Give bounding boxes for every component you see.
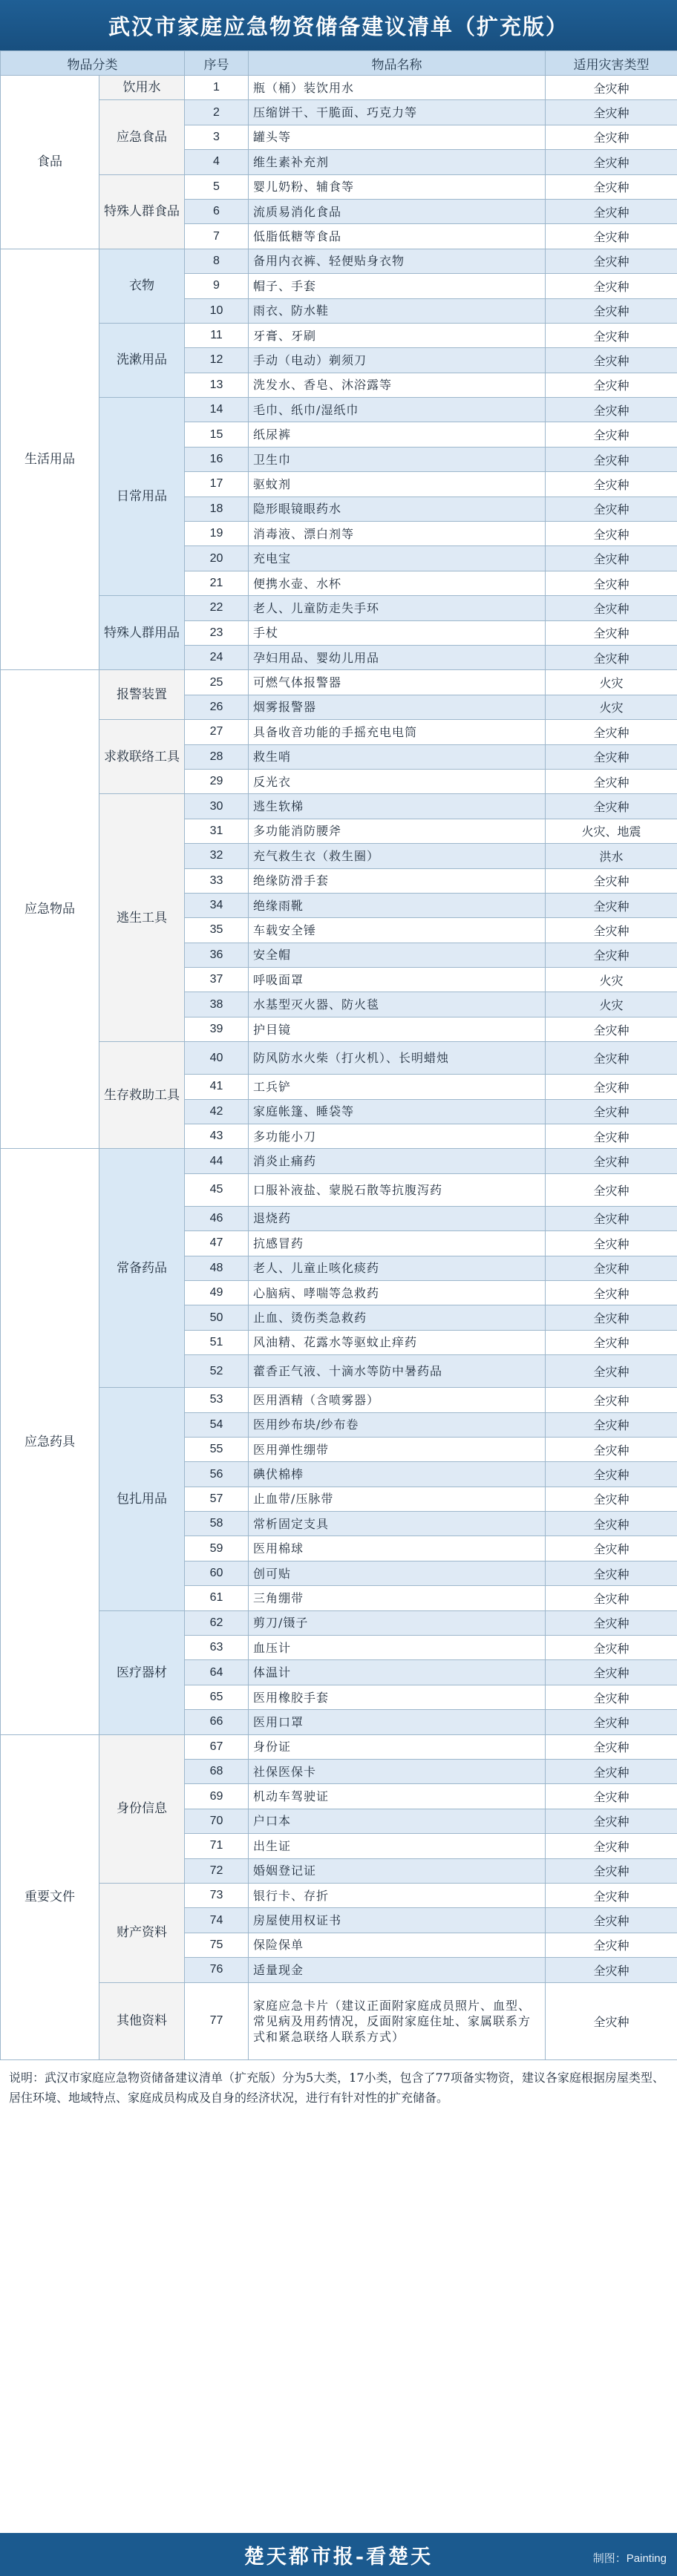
item-name: 车载安全锤 xyxy=(249,918,546,943)
disaster-type: 全灾种 xyxy=(546,1933,677,1957)
table-row xyxy=(1,174,677,199)
minor-category-cell: 常备药品 xyxy=(99,1149,185,1388)
item-number: 71 xyxy=(185,1834,249,1858)
item-name: 家庭应急卡片（建议正面附家庭成员照片、血型、常见病及用药情况，反面附家庭住址、家属联系方式和紧急联络人联系方式） xyxy=(249,1982,546,2059)
item-name: 反光衣 xyxy=(249,769,546,793)
disaster-type: 火灾、地震 xyxy=(546,819,677,843)
item-number: 45 xyxy=(185,1173,249,1206)
disaster-type: 全灾种 xyxy=(546,546,677,571)
item-name: 心脑病、哮喘等急救药 xyxy=(249,1280,546,1305)
disaster-type: 全灾种 xyxy=(546,1173,677,1206)
footer-brand: 楚天都市报-看楚天 xyxy=(243,2545,434,2569)
disaster-type: 全灾种 xyxy=(546,794,677,819)
item-name: 剪刀/镊子 xyxy=(249,1610,546,1635)
item-name: 医用棉球 xyxy=(249,1536,546,1561)
disaster-type: 火灾 xyxy=(546,992,677,1017)
major-category-cell: 应急药具 xyxy=(1,1149,99,1734)
item-name: 充电宝 xyxy=(249,546,546,571)
item-name: 防风防水火柴（打火机）、长明蜡烛 xyxy=(249,1042,546,1075)
item-name: 具备收音功能的手摇充电电筒 xyxy=(249,720,546,744)
minor-category-cell: 医疗器材 xyxy=(99,1610,185,1734)
minor-category-cell: 求救联络工具 xyxy=(99,720,185,794)
item-number: 2 xyxy=(185,100,249,125)
disaster-type: 全灾种 xyxy=(546,76,677,100)
item-number: 10 xyxy=(185,298,249,323)
item-name: 三角绷带 xyxy=(249,1586,546,1610)
item-name: 医用酒精（含喷雾器） xyxy=(249,1388,546,1412)
disaster-type: 全灾种 xyxy=(546,1636,677,1660)
footer-bar xyxy=(0,2533,677,2576)
table-row xyxy=(1,1883,677,1907)
table-row xyxy=(1,1042,677,1075)
item-number: 28 xyxy=(185,744,249,769)
item-number: 35 xyxy=(185,918,249,943)
item-name: 出生证 xyxy=(249,1834,546,1858)
item-number: 75 xyxy=(185,1933,249,1957)
item-number: 1 xyxy=(185,76,249,100)
page-title: 武汉市家庭应急物资储备建议清单（扩充版） xyxy=(108,13,569,39)
item-number: 49 xyxy=(185,1280,249,1305)
item-name: 多功能小刀 xyxy=(249,1124,546,1149)
disaster-type: 全灾种 xyxy=(546,596,677,620)
disaster-type: 全灾种 xyxy=(546,100,677,125)
disaster-type: 全灾种 xyxy=(546,447,677,471)
item-name: 压缩饼干、干脆面、巧克力等 xyxy=(249,100,546,125)
item-name: 雨衣、防水鞋 xyxy=(249,298,546,323)
item-name: 卫生巾 xyxy=(249,447,546,471)
item-number: 76 xyxy=(185,1958,249,1982)
item-name: 呼吸面罩 xyxy=(249,968,546,992)
item-number: 40 xyxy=(185,1042,249,1075)
item-name: 家庭帐篷、睡袋等 xyxy=(249,1099,546,1124)
disaster-type: 全灾种 xyxy=(546,274,677,298)
item-name: 牙膏、牙刷 xyxy=(249,323,546,347)
item-number: 50 xyxy=(185,1305,249,1330)
item-number: 30 xyxy=(185,794,249,819)
item-name: 老人、儿童防走失手环 xyxy=(249,596,546,620)
item-number: 24 xyxy=(185,645,249,669)
item-name: 充气救生衣（救生圈） xyxy=(249,844,546,868)
item-name: 户口本 xyxy=(249,1809,546,1833)
disaster-type: 全灾种 xyxy=(546,1280,677,1305)
item-number: 60 xyxy=(185,1561,249,1585)
disaster-type: 全灾种 xyxy=(546,1149,677,1173)
disaster-type: 全灾种 xyxy=(546,472,677,496)
item-name: 洗发水、香皂、沐浴露等 xyxy=(249,373,546,397)
item-number: 56 xyxy=(185,1462,249,1487)
table-row xyxy=(1,398,677,422)
minor-category-cell: 财产资料 xyxy=(99,1883,185,1982)
item-number: 48 xyxy=(185,1256,249,1280)
item-number: 73 xyxy=(185,1883,249,1907)
item-number: 21 xyxy=(185,571,249,595)
disaster-type: 全灾种 xyxy=(546,645,677,669)
item-name: 安全帽 xyxy=(249,943,546,967)
item-number: 66 xyxy=(185,1710,249,1734)
item-number: 61 xyxy=(185,1586,249,1610)
item-number: 6 xyxy=(185,199,249,223)
item-number: 63 xyxy=(185,1636,249,1660)
item-number: 33 xyxy=(185,868,249,893)
item-number: 59 xyxy=(185,1536,249,1561)
item-name: 医用纱布块/纱布卷 xyxy=(249,1412,546,1437)
table-row xyxy=(1,1149,677,1173)
disaster-type: 全灾种 xyxy=(546,224,677,249)
disaster-type: 全灾种 xyxy=(546,1958,677,1982)
item-name: 社保医保卡 xyxy=(249,1760,546,1784)
item-number: 15 xyxy=(185,422,249,447)
item-name: 烟雾报警器 xyxy=(249,695,546,719)
table-row xyxy=(1,249,677,273)
item-number: 7 xyxy=(185,224,249,249)
item-name: 救生哨 xyxy=(249,744,546,769)
disaster-type: 全灾种 xyxy=(546,323,677,347)
item-name: 消炎止痛药 xyxy=(249,1149,546,1173)
item-number: 31 xyxy=(185,819,249,843)
item-name: 瓶（桶）装饮用水 xyxy=(249,76,546,100)
item-number: 29 xyxy=(185,769,249,793)
minor-category-cell: 衣物 xyxy=(99,249,185,323)
item-number: 11 xyxy=(185,323,249,347)
item-name: 血压计 xyxy=(249,1636,546,1660)
major-category-cell: 应急物品 xyxy=(1,670,99,1149)
item-number: 26 xyxy=(185,695,249,719)
table-row xyxy=(1,720,677,744)
item-name: 流质易消化食品 xyxy=(249,199,546,223)
item-number: 5 xyxy=(185,174,249,199)
disaster-type: 全灾种 xyxy=(546,1462,677,1487)
item-number: 72 xyxy=(185,1858,249,1883)
item-number: 64 xyxy=(185,1660,249,1685)
item-name: 备用内衣裤、轻便贴身衣物 xyxy=(249,249,546,273)
item-name: 低脂低糖等食品 xyxy=(249,224,546,249)
minor-category-cell: 日常用品 xyxy=(99,398,185,596)
disaster-type: 全灾种 xyxy=(546,1017,677,1041)
item-number: 44 xyxy=(185,1149,249,1173)
disaster-type: 火灾 xyxy=(546,695,677,719)
item-number: 16 xyxy=(185,447,249,471)
item-name: 绝缘防滑手套 xyxy=(249,868,546,893)
item-name: 身份证 xyxy=(249,1734,546,1759)
item-number: 70 xyxy=(185,1809,249,1833)
item-name: 口服补液盐、蒙脱石散等抗腹泻药 xyxy=(249,1173,546,1206)
disaster-type: 全灾种 xyxy=(546,1660,677,1685)
disaster-type: 全灾种 xyxy=(546,1536,677,1561)
supply-table xyxy=(0,50,677,2060)
item-number: 58 xyxy=(185,1512,249,1536)
item-name: 驱蚊剂 xyxy=(249,472,546,496)
item-name: 孕妇用品、婴幼儿用品 xyxy=(249,645,546,669)
item-number: 39 xyxy=(185,1017,249,1041)
disaster-type: 全灾种 xyxy=(546,298,677,323)
item-number: 46 xyxy=(185,1206,249,1230)
disaster-type: 全灾种 xyxy=(546,1610,677,1635)
item-name: 工兵铲 xyxy=(249,1075,546,1099)
item-number: 20 xyxy=(185,546,249,571)
disaster-type: 全灾种 xyxy=(546,720,677,744)
explanation-note: 说明：武汉市家庭应急物资储备建议清单（扩充版）分为5大类，17小类，包含了77项备实物资，建议各家庭根据房屋类型、居住环境、地域特点、家庭成员构成及自身的经济状况，进行有针对性的扩充储备。 xyxy=(9,2070,664,2105)
item-name: 医用口罩 xyxy=(249,1710,546,1734)
major-category-cell: 生活用品 xyxy=(1,249,99,670)
item-number: 3 xyxy=(185,125,249,149)
disaster-type: 全灾种 xyxy=(546,348,677,373)
item-name: 医用弹性绷带 xyxy=(249,1437,546,1461)
item-name: 风油精、花露水等驱蚊止痒药 xyxy=(249,1330,546,1354)
item-number: 67 xyxy=(185,1734,249,1759)
item-number: 37 xyxy=(185,968,249,992)
item-number: 77 xyxy=(185,1982,249,2059)
disaster-type: 全灾种 xyxy=(546,1809,677,1833)
disaster-type: 全灾种 xyxy=(546,249,677,273)
item-name: 婴儿奶粉、辅食等 xyxy=(249,174,546,199)
disaster-type: 全灾种 xyxy=(546,174,677,199)
disaster-type: 全灾种 xyxy=(546,1412,677,1437)
item-name: 婚姻登记证 xyxy=(249,1858,546,1883)
item-number: 62 xyxy=(185,1610,249,1635)
disaster-type: 全灾种 xyxy=(546,522,677,546)
table-row xyxy=(1,76,677,100)
item-number: 57 xyxy=(185,1487,249,1511)
disaster-type: 全灾种 xyxy=(546,1206,677,1230)
header-disaster-type: 适用灾害类型 xyxy=(546,51,677,76)
minor-category-cell: 应急食品 xyxy=(99,100,185,174)
disaster-type: 全灾种 xyxy=(546,1685,677,1709)
disaster-type: 全灾种 xyxy=(546,398,677,422)
minor-category-cell: 身份信息 xyxy=(99,1734,185,1883)
disaster-type: 全灾种 xyxy=(546,918,677,943)
item-number: 32 xyxy=(185,844,249,868)
disaster-type: 全灾种 xyxy=(546,1908,677,1933)
disaster-type: 全灾种 xyxy=(546,125,677,149)
item-name: 帽子、手套 xyxy=(249,274,546,298)
item-name: 维生素补充剂 xyxy=(249,150,546,174)
disaster-type: 全灾种 xyxy=(546,1231,677,1256)
disaster-type: 全灾种 xyxy=(546,1042,677,1075)
item-number: 53 xyxy=(185,1388,249,1412)
item-name: 隐形眼镜眼药水 xyxy=(249,496,546,521)
item-number: 23 xyxy=(185,620,249,645)
item-number: 27 xyxy=(185,720,249,744)
table-header-row xyxy=(1,51,677,76)
item-name: 医用橡胶手套 xyxy=(249,1685,546,1709)
disaster-type: 全灾种 xyxy=(546,1784,677,1809)
disaster-type: 全灾种 xyxy=(546,1075,677,1099)
disaster-type: 全灾种 xyxy=(546,1512,677,1536)
disaster-type: 全灾种 xyxy=(546,496,677,521)
disaster-type: 全灾种 xyxy=(546,1099,677,1124)
item-name: 罐头等 xyxy=(249,125,546,149)
table-row xyxy=(1,100,677,125)
item-number: 25 xyxy=(185,670,249,695)
item-number: 68 xyxy=(185,1760,249,1784)
disaster-type: 全灾种 xyxy=(546,1124,677,1149)
minor-category-cell: 逃生工具 xyxy=(99,794,185,1042)
item-name: 逃生软梯 xyxy=(249,794,546,819)
item-name: 纸尿裤 xyxy=(249,422,546,447)
item-number: 12 xyxy=(185,348,249,373)
item-number: 36 xyxy=(185,943,249,967)
disaster-type: 全灾种 xyxy=(546,422,677,447)
disaster-type: 全灾种 xyxy=(546,1982,677,2059)
disaster-type: 全灾种 xyxy=(546,1330,677,1354)
disaster-type: 全灾种 xyxy=(546,199,677,223)
item-number: 8 xyxy=(185,249,249,273)
item-name: 适量现金 xyxy=(249,1958,546,1982)
item-name: 保险保单 xyxy=(249,1933,546,1957)
item-number: 65 xyxy=(185,1685,249,1709)
header-item: 物品名称 xyxy=(249,51,546,76)
disaster-type: 火灾 xyxy=(546,968,677,992)
header-category: 物品分类 xyxy=(1,51,185,76)
item-name: 毛巾、纸巾/湿纸巾 xyxy=(249,398,546,422)
disaster-type: 全灾种 xyxy=(546,1388,677,1412)
item-name: 银行卡、存折 xyxy=(249,1883,546,1907)
item-name: 体温计 xyxy=(249,1660,546,1685)
table-body xyxy=(1,76,677,2060)
item-name: 水基型灭火器、防火毯 xyxy=(249,992,546,1017)
disaster-type: 全灾种 xyxy=(546,769,677,793)
minor-category-cell: 特殊人群用品 xyxy=(99,596,185,670)
disaster-type: 全灾种 xyxy=(546,868,677,893)
item-name: 退烧药 xyxy=(249,1206,546,1230)
disaster-type: 全灾种 xyxy=(546,1858,677,1883)
item-number: 14 xyxy=(185,398,249,422)
table-row xyxy=(1,1982,677,2059)
item-name: 常析固定支具 xyxy=(249,1512,546,1536)
title-bar xyxy=(0,0,677,50)
disaster-type: 全灾种 xyxy=(546,620,677,645)
item-number: 41 xyxy=(185,1075,249,1099)
disaster-type: 全灾种 xyxy=(546,744,677,769)
table-row xyxy=(1,670,677,695)
minor-category-cell: 其他资料 xyxy=(99,1982,185,2059)
item-number: 43 xyxy=(185,1124,249,1149)
disaster-type: 火灾 xyxy=(546,670,677,695)
footer-credit: 制图：Painting xyxy=(592,2552,667,2565)
item-number: 52 xyxy=(185,1355,249,1388)
disaster-type: 全灾种 xyxy=(546,1305,677,1330)
disaster-type: 全灾种 xyxy=(546,1760,677,1784)
disaster-type: 全灾种 xyxy=(546,1883,677,1907)
item-name: 老人、儿童止咳化痰药 xyxy=(249,1256,546,1280)
major-category-cell: 食品 xyxy=(1,76,99,249)
item-number: 42 xyxy=(185,1099,249,1124)
item-name: 抗感冒药 xyxy=(249,1231,546,1256)
item-name: 碘伏棉棒 xyxy=(249,1462,546,1487)
disaster-type: 全灾种 xyxy=(546,373,677,397)
disaster-type: 全灾种 xyxy=(546,150,677,174)
disaster-type: 全灾种 xyxy=(546,571,677,595)
item-number: 17 xyxy=(185,472,249,496)
item-name: 便携水壶、水杯 xyxy=(249,571,546,595)
minor-category-cell: 包扎用品 xyxy=(99,1388,185,1611)
item-name: 止血、烫伤类急救药 xyxy=(249,1305,546,1330)
item-number: 4 xyxy=(185,150,249,174)
item-name: 护目镜 xyxy=(249,1017,546,1041)
table-row xyxy=(1,794,677,819)
disaster-type: 全灾种 xyxy=(546,1834,677,1858)
minor-category-cell: 特殊人群食品 xyxy=(99,174,185,249)
item-number: 18 xyxy=(185,496,249,521)
table-row xyxy=(1,1734,677,1759)
item-number: 34 xyxy=(185,893,249,917)
item-number: 9 xyxy=(185,274,249,298)
disaster-type: 全灾种 xyxy=(546,1586,677,1610)
minor-category-cell: 洗漱用品 xyxy=(99,323,185,397)
item-number: 51 xyxy=(185,1330,249,1354)
item-number: 69 xyxy=(185,1784,249,1809)
item-name: 创可贴 xyxy=(249,1561,546,1585)
table-row xyxy=(1,1610,677,1635)
item-name: 可燃气体报警器 xyxy=(249,670,546,695)
item-number: 74 xyxy=(185,1908,249,1933)
minor-category-cell: 饮用水 xyxy=(99,76,185,100)
item-name: 手动（电动）剃须刀 xyxy=(249,348,546,373)
disaster-type: 洪水 xyxy=(546,844,677,868)
item-name: 绝缘雨靴 xyxy=(249,893,546,917)
disaster-type: 全灾种 xyxy=(546,1437,677,1461)
item-name: 止血带/压脉带 xyxy=(249,1487,546,1511)
item-name: 多功能消防腰斧 xyxy=(249,819,546,843)
minor-category-cell: 报警装置 xyxy=(99,670,185,720)
disaster-type: 全灾种 xyxy=(546,1487,677,1511)
minor-category-cell: 生存救助工具 xyxy=(99,1042,185,1149)
header-number: 序号 xyxy=(185,51,249,76)
table-row xyxy=(1,1388,677,1412)
table-row xyxy=(1,323,677,347)
item-number: 55 xyxy=(185,1437,249,1461)
item-number: 22 xyxy=(185,596,249,620)
disaster-type: 全灾种 xyxy=(546,1561,677,1585)
disaster-type: 全灾种 xyxy=(546,893,677,917)
item-number: 38 xyxy=(185,992,249,1017)
disaster-type: 全灾种 xyxy=(546,1355,677,1388)
item-name: 手杖 xyxy=(249,620,546,645)
disaster-type: 全灾种 xyxy=(546,943,677,967)
disaster-type: 全灾种 xyxy=(546,1710,677,1734)
major-category-cell: 重要文件 xyxy=(1,1734,99,2059)
item-name: 房屋使用权证书 xyxy=(249,1908,546,1933)
item-name: 藿香正气液、十滴水等防中暑药品 xyxy=(249,1355,546,1388)
item-name: 机动车驾驶证 xyxy=(249,1784,546,1809)
item-number: 54 xyxy=(185,1412,249,1437)
disaster-type: 全灾种 xyxy=(546,1734,677,1759)
item-number: 47 xyxy=(185,1231,249,1256)
item-name: 消毒液、漂白剂等 xyxy=(249,522,546,546)
item-number: 13 xyxy=(185,373,249,397)
disaster-type: 全灾种 xyxy=(546,1256,677,1280)
item-number: 19 xyxy=(185,522,249,546)
table-row xyxy=(1,596,677,620)
